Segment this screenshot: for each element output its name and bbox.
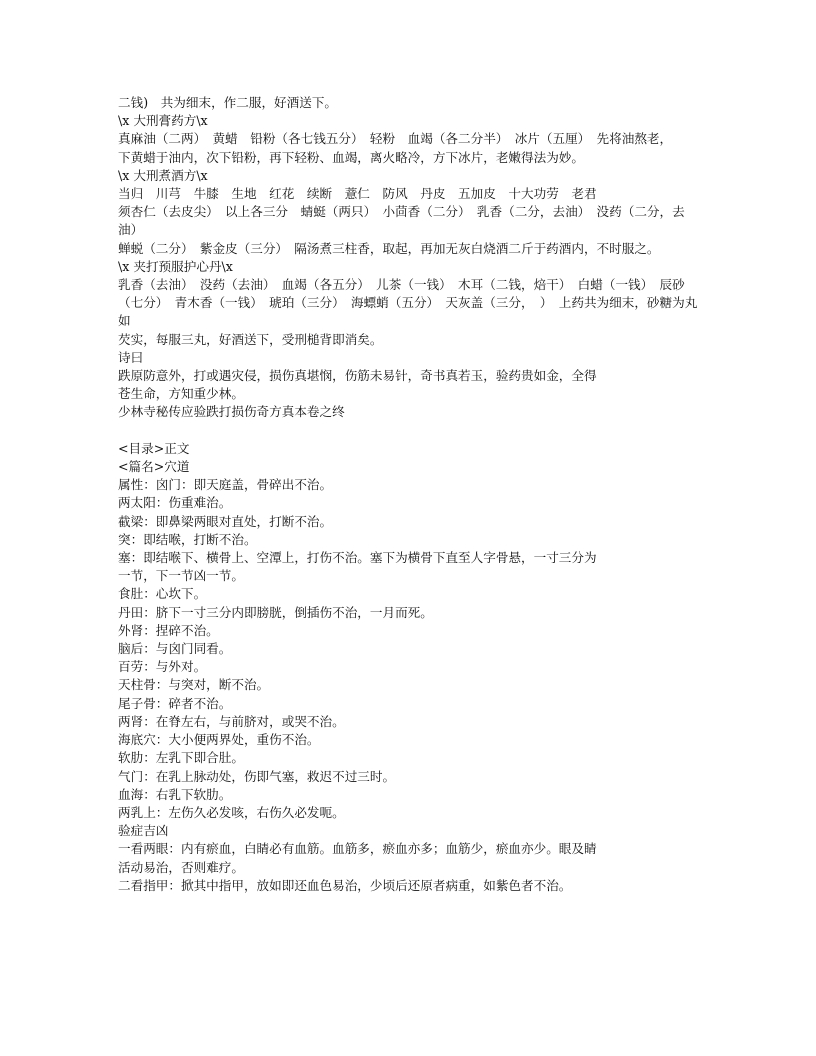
volume-end-line: 少林寺秘传应验跌打损伤奇方真本卷之终 [118, 404, 345, 420]
text-line: 一节，下一节凶一节。 [118, 568, 244, 584]
text-line: 蝉蜕（二分） 紫金皮（三分） 隔汤煮三柱香，取起，再加无灰白烧酒二斤于药酒内，不时服之。 [118, 240, 660, 256]
text-line: 乳香（去油） 没药（去油） 血竭（各五分） 儿茶（一钱） 木耳（二钱，焙干） 白蜡（一钱） 辰砂 [118, 277, 685, 293]
chapter-title: <篇名>穴道 [118, 459, 190, 475]
text-line: 属性：囟门：即天庭盖，骨碎出不治。 [118, 477, 333, 493]
text-line: 百劳：与外对。 [118, 659, 207, 675]
text-line: （七分） 青木香（一钱） 琥珀（三分） 海螵蛸（五分） 天灰盖（三分， ） 上药共为细末，砂糖为丸如 [118, 295, 698, 329]
text-line: 截梁：即鼻梁两眼对直处，打断不治。 [118, 513, 333, 529]
text-line: 尾子骨：碎者不治。 [118, 695, 232, 711]
recipe-heading: \x 大刑膏药方\x [118, 113, 208, 129]
toc-label: <目录>正文 [118, 440, 190, 456]
text-line: 两肾：在脊左右，与前脐对，或哭不治。 [118, 713, 345, 729]
text-line: 二看指甲：掀其中指甲，放如即还血色易治，少顷后还原者病重，如紫色者不治。 [118, 877, 572, 893]
text-line: 活动易治，否则难疗。 [118, 859, 244, 875]
text-line: 天柱骨：与突对，断不治。 [118, 677, 270, 693]
subsection-heading: 验症吉凶 [118, 823, 169, 839]
text-line: 海底穴：大小便两界处，重伤不治。 [118, 732, 320, 748]
poem-heading: 诗曰 [118, 349, 144, 365]
text-line: 二钱) 共为细末，作二服，好酒送下。 [118, 95, 338, 110]
section-gap [118, 422, 702, 440]
recipe-heading: \x 夹打预服护心丹\x [118, 258, 233, 274]
text-line: 须杏仁（去皮尖） 以上各三分 蜻蜓（两只） 小茴香（二分） 乳香（二分，去油） 没药（二分，去油） [118, 204, 685, 238]
acupoint-section [118, 440, 702, 895]
text-line: 气门：在乳上脉动处，伤即气塞，救迟不过三时。 [118, 768, 396, 784]
text-line: 一看两眼：内有瘀血，白睛必有血筋。血筋多，瘀血亦多；血筋少，瘀血亦少。眼及睛 [118, 841, 597, 857]
text-line: 外肾：捏碎不治。 [118, 622, 219, 638]
text-line: 脑后：与囟门同看。 [118, 641, 232, 657]
text-line: 塞：即结喉下、横骨上、空潭上，打伤不治。塞下为横骨下直至人字骨悬，一寸三分为 [118, 550, 597, 566]
text-line: 软肋：左乳下即合肚。 [118, 750, 244, 766]
recipe-section [118, 94, 702, 422]
text-line: 丹田：脐下一寸三分内即膀胱，倒插伤不治，一月而死。 [118, 604, 433, 620]
text-line: 血海：右乳下软肋。 [118, 786, 232, 802]
poem-line: 跌原防意外，打或遇灾侵，损伤真堪悯，伤筋未易针，奇书真若玉，验药贵如金，全得 [118, 368, 597, 384]
poem-line: 苍生命，方知重少林。 [118, 386, 244, 402]
text-line: 两乳上：左伤久必发咳，右伤久必发呃。 [118, 804, 345, 820]
text-line: 芡实，每服三丸，好酒送下，受刑槌背即消矣。 [118, 331, 383, 347]
text-line: 真麻油（二两） 黄蜡 铅粉（各七钱五分） 轻粉 血竭（各二分半） 冰片（五厘） 先将油熬老， [118, 131, 673, 147]
text-line: 当归 川芎 牛膝 生地 红花 续断 薏仁 防风 丹皮 五加皮 十大功劳 老君 [118, 186, 597, 202]
text-line: 两太阳：伤重难治。 [118, 495, 232, 511]
recipe-heading: \x 大刑煮酒方\x [118, 167, 208, 183]
text-line: 突：即结喉，打断不治。 [118, 531, 257, 547]
text-line: 下黄蜡于油内，次下铅粉，再下轻粉、血竭，离火略冷，方下冰片，老嫩得法为妙。 [118, 149, 584, 165]
text-line: 食肚：心坎下。 [118, 586, 207, 602]
document-page [118, 94, 702, 895]
